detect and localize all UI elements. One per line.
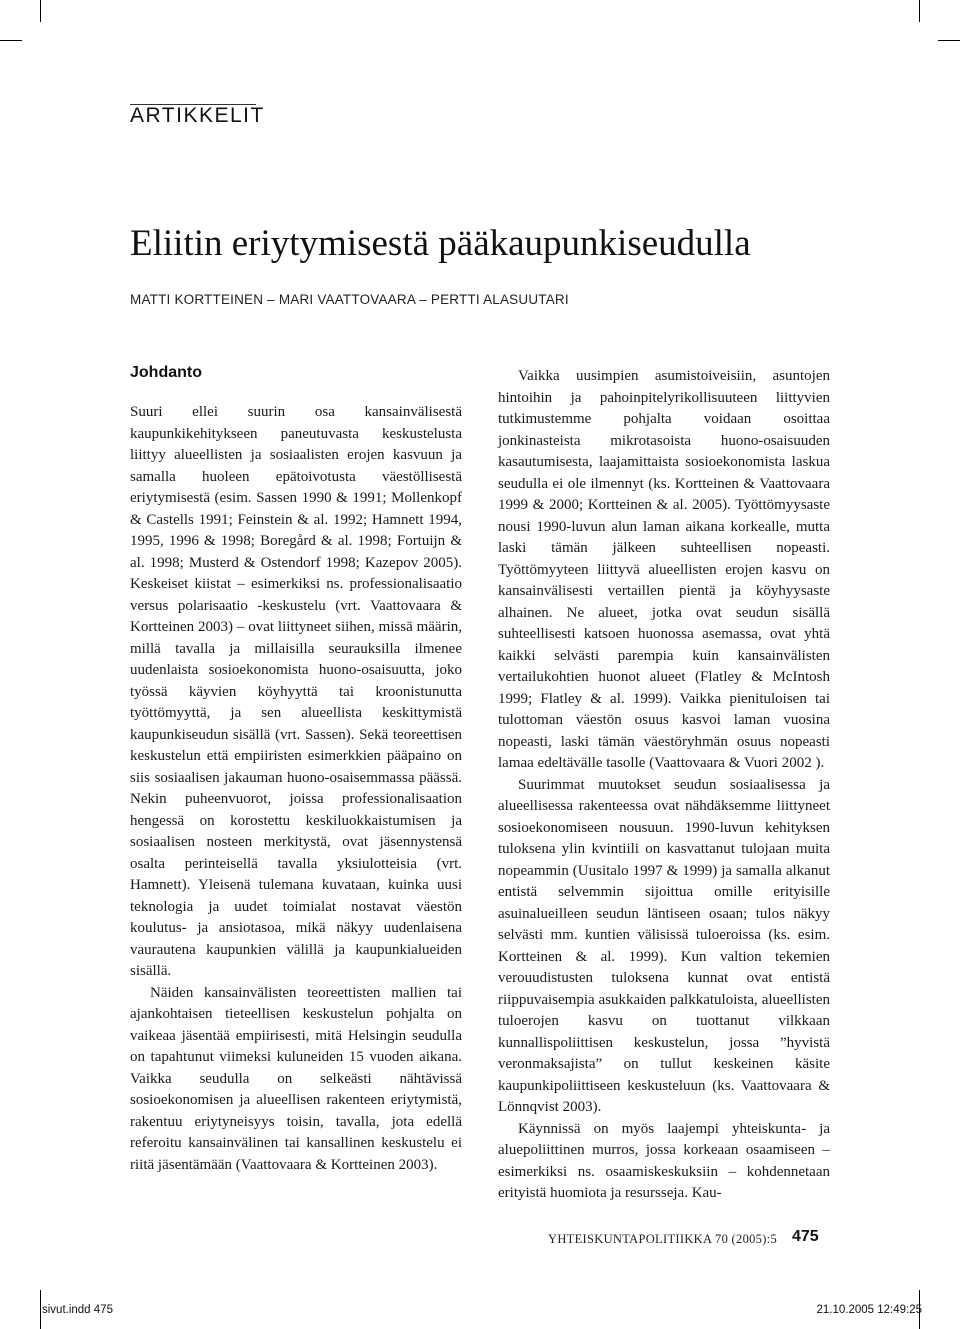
section-heading: Johdanto [130, 364, 202, 381]
crop-mark-top-left-h [0, 40, 22, 41]
right-column [498, 366, 830, 1205]
slug-datetime: 21.10.2005 12:49:25 [816, 1304, 922, 1316]
paragraph: Suuri ellei suurin osa kansainvälisestä kaupunkikehitykseen paneutuvasta keskustelusta liittyy alueellisten ja sosiaalisten erojen kasvuun ja samalla huoleen epätoivotusta väestöllisestä eriytymisestä (esim. Sassen 1990 & 1991; Mollenkopf & Castells 1991; Feinstein & al. 1992; Hamnett 1994, 1995, 1996 & 1998; Boregård & al. 1998; Fortuijn & al. 1998; Musterd & Ostendorf 1998; Kazepov 2005). Keskeiset kiistat – esimerkiksi ns. professionalisaatio versus polarisaatio -keskustelu (vrt. Vaattovaara & Kortteinen 2003) – ovat liittyneet siihen, missä määrin, millä tavalla ja millaisilla seurauksilla ilmenee uudenlaista sosioekonomista huono-osaisuutta, joko työssä käyvien köyhyyttä tai kroonistunutta työttömyyttä, ja sen alueellista keskittymistä kaupunkiseudun sisällä (vrt. Sassen). Sekä teoreettisen keskustelun että empiiristen esimerkkien pääpaino on siis sosiaalisen jakauman huono-osaisemmassa päässä. Nekin puheenvuorot, joissa professionalisaation hengessä on korostettu keskiluokkaistumisen ja sosiaalisen nosteen merkitystä, ovat jäsennystensä osalta perinteisellä tavalla yksiulotteisia (vrt. Hamnett). Yleisenä tulemana kuvataan, kuinka uusi teknologia ja uudet toimialat nostavat väestön koulutus- ja ansiotasoa, mikä näkyy uudenlaisena vaurautena kaupunkien välillä ja kaupunkialueiden sisällä. [130, 404, 462, 979]
paragraph: Näiden kansainvälisten teoreettisten mallien tai ajankohtaisen tieteellisen keskustelun pohjalta on vaikeaa jäsentää empiirisesti, mitä Helsingin seudulla on tapahtunut viimeksi kuluneiden 15 vuoden aikana. Vaikka seudulla on selkeästi nähtävissä sosioekonomisen ja alueellisen rakenteen eriytymistä, rakentuu eriytyneisyys toisin, tavalla, jota edellä referoitu kansainvälinen tai kansallinen keskustelu ei riitä jäsentämään (Vaattovaara & Kortteinen 2003). [130, 984, 462, 1173]
paragraph: Vaikka uusimpien asumistoiveisiin, asuntojen hintoihin ja pahoinpitelyrikollisuuteen liittyvien tutkimustemme pohjalta voidaan osoittaa jonkinasteista mikrotasoista huono-osaisuuden kasautumisesta, laajamittaista sosioekonomista laskua seudulla ei ole ilmennyt (ks. Kortteinen & Vaattovaara 1999 & 2000; Kortteinen & al. 2005). Työttömyysaste nousi 1990-luvun alun laman aikana korkealle, mutta laski tämän jälkeen suhteellisen nopeasti. Työttömyyteen liittyvä alueellisten erojen kasvu on kansainvälisesti vertaillen pientä ja köyhyysaste alhainen. Ne alueet, jotka ovat seudun sisällä suhteellisesti katsoen huonossa asemassa, ovat yhtä kaikki selvästi parempia kuin kansainvälisten vertailukohtien huonot alueet (Flatley & McIntosh 1999; Flatley & al. 1999). Vaikka pienituloisen tai tulottoman väestön osuus kasvoi laman vuosina nopeasti, laski tämän väestöryhmän osuus nopeasti lamaa edeltävälle tasolle (Vaattovaara & Vuori 2002 ). [498, 368, 830, 771]
paragraph: Suurimmat muutokset seudun sosiaalisessa ja alueellisessa rakenteessa ovat nähdäksemme liittyneet sosioekonomiseen nousuun. 1990-luvun kehityksen tuloksena ylin kvintiili on kasvattanut tulojaan muita nopeammin (Uusitalo 1997 & 1999) ja samalla alkanut entistä selvemmin sijoittua omille erityisille asuinalueilleen seudun läntiseen osaan; tulos näkyy selvästi mm. kuntien välisissä tuloeroissa (ks. esim. Kortteinen & al. 1999). Kun valtion tekemien verouudistusten tuloksena kunnat ovat entistä riippuvaisempia asukkaiden palkkatuloista, alueellisten tuloerojen kasvu on tuottanut vilkkaan kunnallispoliittisen keskustelun, jossa ”hyvistä veronmaksajista” on tullut keskeinen käsite kaupunkipoliittiseen keskusteluun (ks. Vaattovaara & Lönnqvist 2003). [498, 776, 830, 1115]
running-head: YHTEISKUNTAPOLITIIKKA 70 (2005):5 [548, 1232, 778, 1246]
article-authors: MATTI KORTTEINEN – MARI VAATTOVAARA – PERTTI ALASUUTARI [130, 292, 569, 307]
article-title: Eliitin eriytymisestä pääkaupunkiseudulla [130, 223, 751, 264]
page-number: 475 [792, 1228, 819, 1245]
crop-mark-top-right-h [938, 40, 960, 41]
crop-mark-top-left [40, 0, 41, 22]
crop-mark-top-right [919, 0, 920, 22]
paragraph: Käynnissä on myös laajempi yhteiskunta- ja aluepoliittinen murros, jossa korkeaan osaamiseen – esimerkiksi ns. osaamiskeskuksiin – kohdennetaan erityistä huomiota ja resursseja. Kau- [498, 1120, 830, 1201]
left-column [130, 402, 462, 1176]
section-label: ARTIKKELIT [130, 104, 265, 127]
slug-file: sivut.indd 475 [42, 1304, 113, 1316]
crop-mark-bottom-left [40, 1290, 41, 1329]
